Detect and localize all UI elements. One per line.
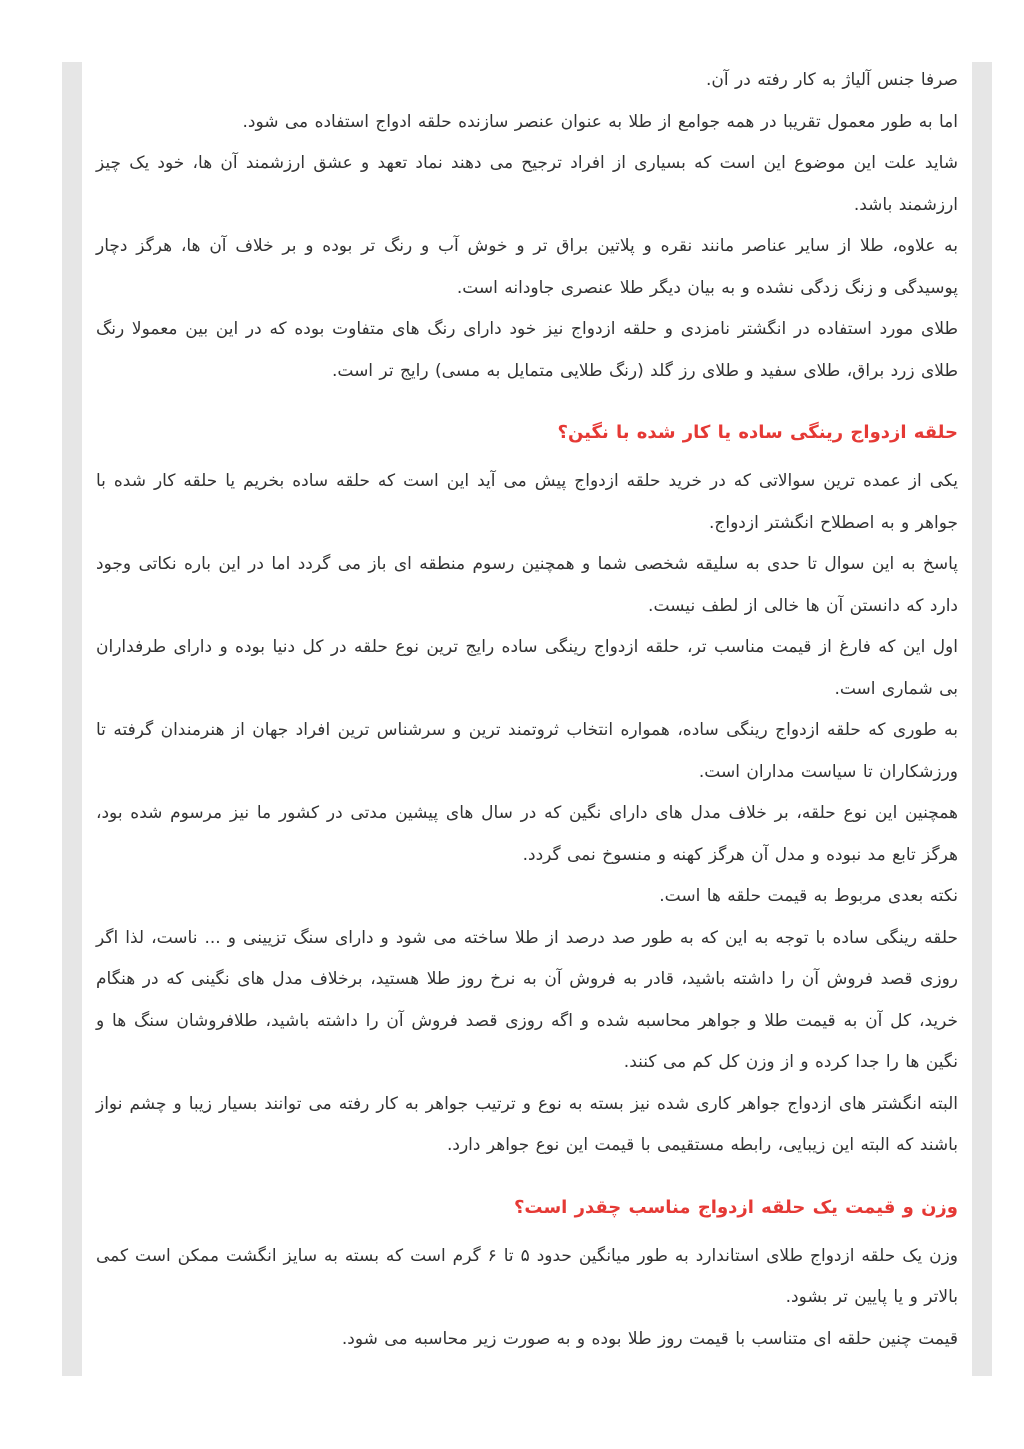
paragraph: حلقه رینگی ساده با توجه به این که به طور صد درصد از طلا ساخته می شود و دارای سنگ تزیینی و ... ناست، لذا اگر روزی قصد فروش آن را داشته باشید، قادر به فروش آن به نرخ روز طلا هستید، برخلاف مدل های نگینی که در هنگام خرید، کل آن به قیمت طلا و جواهر محاسبه شده و اگه روزی قصد فروش آن را داشته باشید، طلافروشان سنگ ها و نگین ها را جدا کرده و از وزن کل کم می کنند. bbox=[96, 927, 958, 1072]
paragraph: وزن یک حلقه ازدواج طلای استاندارد به طور میانگین حدود ۵ تا ۶ گرم است که بسته به سایز انگشت ممکن است کمی بالاتر و یا پایین تر بشود. bbox=[96, 1245, 958, 1307]
paragraph: اول این که فارغ از قیمت مناسب تر، حلقه ازدواج رینگی ساده رایج ترین نوع حلقه در کل دنیا بوده و دارای طرفداران بی شماری است. bbox=[96, 637, 958, 699]
left-page-margin bbox=[62, 62, 82, 1376]
paragraph: طلای مورد استفاده در انگشتر نامزدی و حلقه ازدواج نیز خود دارای رنگ های متفاوت بوده که در این بین معمولا رنگ طلای زرد براق، طلای سفید و طلای رز گلد (رنگ طلایی متمایل به مسی) رایج تر است. bbox=[96, 319, 958, 381]
article-body bbox=[82, 60, 972, 1376]
paragraph: البته انگشتر های ازدواج جواهر کاری شده نیز بسته به نوع و ترتیب جواهر به کار رفته می توانند بسیار زیبا و چشم نواز باشند که البته این زیبایی، رابطه مستقیمی با قیمت این نوع جواهر دارد. bbox=[96, 1093, 958, 1155]
paragraph: همچنین این نوع حلقه، بر خلاف مدل های دارای نگین که در سال های پیشین مدتی در کشور ما نیز مرسوم شده بود، هرگز تابع مد نبوده و مدل آن هرگز کهنه و منسوخ نمی گردد. bbox=[96, 803, 958, 865]
paragraph: نکته بعدی مربوط به قیمت حلقه ها است. bbox=[659, 886, 958, 906]
article-content bbox=[96, 60, 958, 1360]
paragraph: به طوری که حلقه ازدواج رینگی ساده، همواره انتخاب ثروتمند ترین و سرشناس ترین افراد جهان از هنرمندان گرفته تا ورزشکاران تا سیاست مداران است. bbox=[96, 720, 958, 782]
section-heading-plain-vs-stone: حلقه ازدواج رینگی ساده یا کار شده با نگین؟ bbox=[557, 422, 958, 443]
section-heading-weight-and-price: وزن و قیمت یک حلقه ازدواج مناسب چقدر است؟ bbox=[513, 1196, 958, 1218]
paragraph: یکی از عمده ترین سوالاتی که در خرید حلقه ازدواج پیش می آید این است که حلقه ساده بخریم یا حلقه کار شده با جواهر و به اصطلاح انگشتر ازدواج. bbox=[96, 471, 958, 533]
paragraph: قیمت چنین حلقه ای متناسب با قیمت روز طلا بوده و به صورت زیر محاسبه می شود. bbox=[341, 1328, 958, 1349]
paragraph: شاید علت این موضوع این است که بسیاری از افراد ترجیح می دهند نماد تعهد و عشق ارزشمند آن ها، خود یک چیز ارزشمند باشد. bbox=[96, 153, 958, 215]
paragraph: پاسخ به این سوال تا حدی به سلیقه شخصی شما و همچنین رسوم منطقه ای باز می گردد اما در این باره نکاتی وجود دارد که دانستن آن ها خالی از لطف نیست. bbox=[96, 554, 958, 616]
paragraph: اما به طور معمول تقریبا در همه جوامع از طلا به عنوان عنصر سازنده حلقه ادواج استفاده می شود. bbox=[242, 111, 958, 132]
right-page-margin bbox=[972, 62, 992, 1376]
paragraph: صرفا جنس آلیاژ به کار رفته در آن. bbox=[706, 70, 958, 90]
paragraph: به علاوه، طلا از سایر عناصر مانند نقره و پلاتین براق تر و خوش آب و رنگ تر بوده و بر خلاف آن ها، هرگز دچار پوسیدگی و زنگ زدگی نشده و به بیان دیگر طلا عنصری جاودانه است. bbox=[96, 236, 958, 298]
